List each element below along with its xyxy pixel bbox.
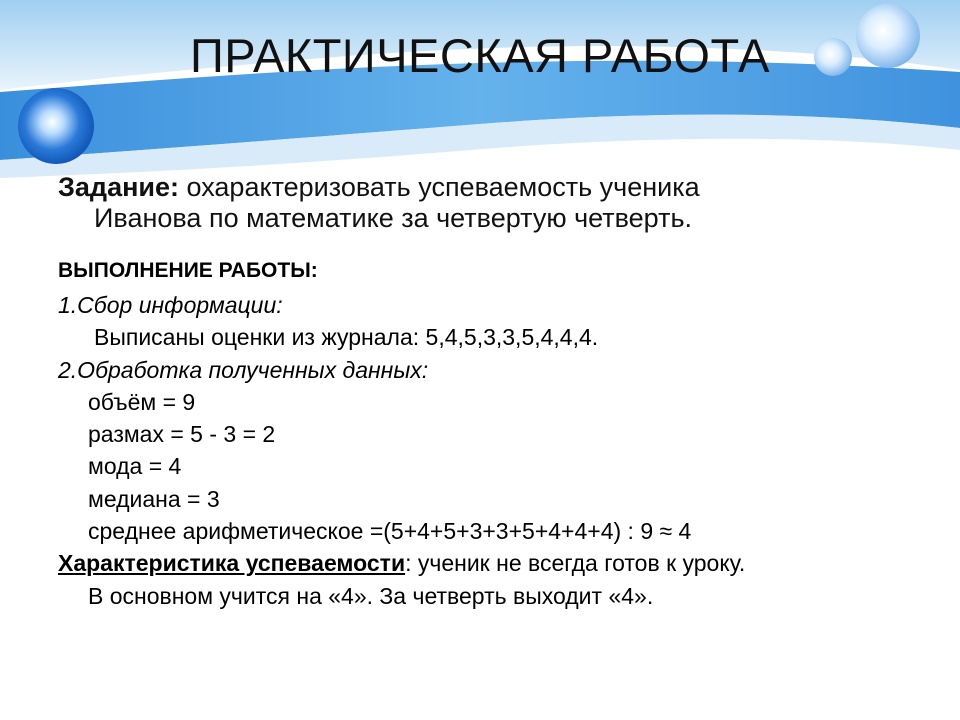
task-label: Задание:	[58, 172, 179, 202]
characteristic-label: Характеристика успеваемости	[58, 550, 406, 577]
sphere-large-left	[18, 88, 94, 164]
task-text-line1: охарактеризовать успеваемость ученика	[179, 172, 700, 202]
task-paragraph	[58, 172, 938, 234]
characteristic-text-line2: В основном учится на «4». За четверть выходит «4».	[88, 582, 654, 609]
step2-item-median: медиана = 3	[88, 485, 220, 512]
step2-item-mode: мода = 4	[88, 453, 182, 480]
execution-heading: ВЫПОЛНЕНИЕ РАБОТЫ:	[58, 259, 318, 282]
step1-title: 1.Сбор информации:	[58, 292, 283, 318]
slide-title: ПРАКТИЧЕСКАЯ РАБОТА	[190, 29, 770, 82]
slide-content	[58, 172, 938, 612]
step2-item-mean: среднее арифметическое =(5+4+5+3+3+5+4+4+4) : 9 ≈ 4	[88, 518, 692, 545]
characteristic-line1	[58, 547, 938, 579]
characteristic-text-line1: : ученик не всегда готов к уроку.	[405, 550, 746, 577]
step1-text: Выписаны оценки из журнала: 5,4,5,3,3,5,4,4,4.	[94, 324, 599, 351]
task-text-line2: Иванова по математике за четвертую четверть.	[94, 203, 693, 233]
step2-item-range: размах = 5 - 3 = 2	[88, 421, 276, 448]
step2-title: 2.Обработка полученных данных:	[58, 356, 429, 383]
step2-item-volume: объём = 9	[88, 388, 196, 415]
